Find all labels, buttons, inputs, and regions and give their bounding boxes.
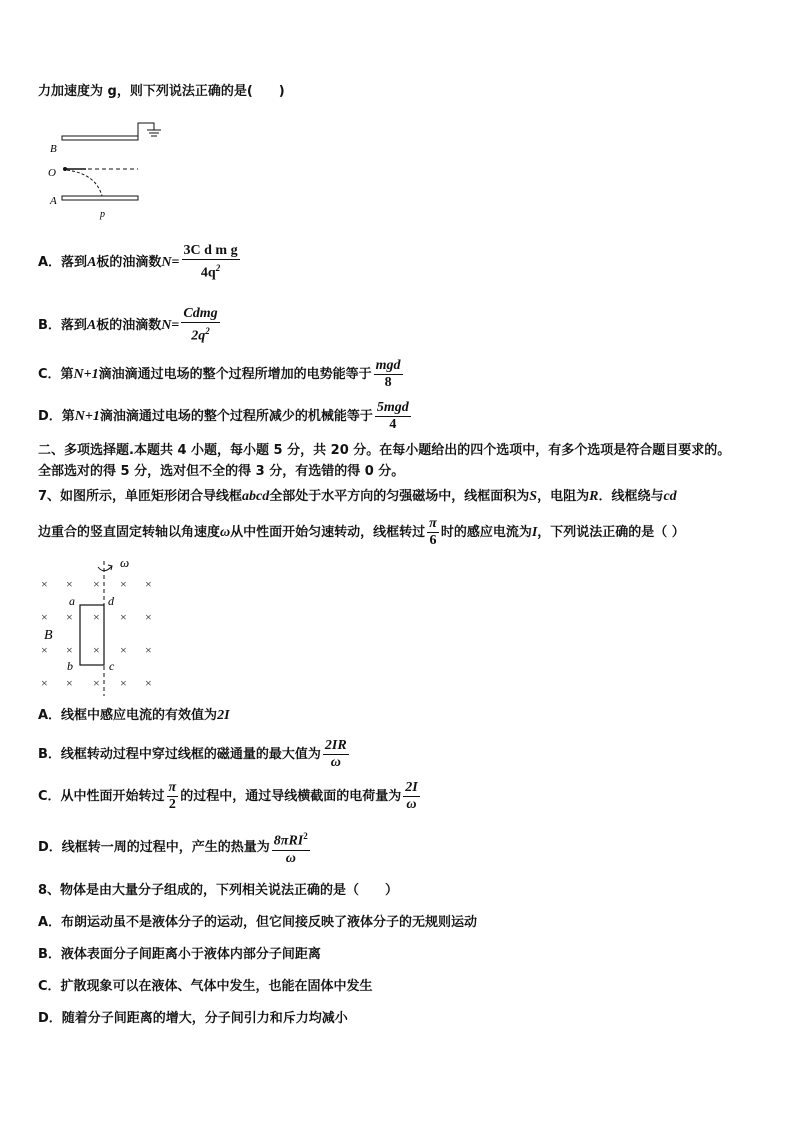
svg-text:×: × <box>66 577 73 591</box>
q7-coil-figure <box>36 553 166 698</box>
svg-text:×: × <box>145 676 152 690</box>
svg-text:×: × <box>93 577 100 591</box>
svg-text:×: × <box>145 643 152 657</box>
rotation-arrow <box>98 566 112 571</box>
label-a: a <box>69 594 75 608</box>
svg-text:×: × <box>41 610 48 624</box>
label-c: c <box>109 659 115 673</box>
q8-option-c: C．扩散现象可以在液体、气体中发生，也能在固体中发生 <box>38 979 373 994</box>
svg-text:×: × <box>120 610 127 624</box>
label-field-b: B <box>44 628 53 643</box>
svg-text:×: × <box>145 610 152 624</box>
svg-text:×: × <box>66 676 73 690</box>
plate-b <box>62 136 138 140</box>
label-omega: ω <box>120 555 130 570</box>
svg-text:×: × <box>93 643 100 657</box>
svg-text:×: × <box>66 643 73 657</box>
q6-option-c: C．第N+1滴油滴通过电场的整个过程所增加的电势能等于 $\frac{\text{mgd}}{8}$ <box>38 358 401 390</box>
label-p: p <box>100 209 105 220</box>
q7-option-a: A．线框中感应电流的有效值为2I <box>38 708 230 723</box>
q7-option-b: B．线框转动过程中穿过线框的磁通量的最大值为 $\frac{2IR}{\omega}$ <box>38 738 347 770</box>
svg-text:×: × <box>41 643 48 657</box>
label-o: O <box>48 167 56 179</box>
trajectory <box>67 170 102 196</box>
section-2-header-line-1: 二、多项选择题.本题共 4 小题，每小题 5 分，共 20 分。在每小题给出的四个选项中，有多个选项是符合题目要求的。 <box>38 443 731 458</box>
svg-text:×: × <box>41 676 48 690</box>
svg-text:×: × <box>120 577 127 591</box>
q7-option-c: C．从中性面开始转过 $\frac{\pi}{2}$ 的过程中，通过导线横截面的电荷量为 $\frac{2I}{\omega}$ <box>38 780 418 812</box>
q8-stem: 8、物体是由大量分子组成的，下列相关说法正确的是（ ） <box>38 883 399 898</box>
label-a: A <box>50 195 57 207</box>
q7-option-d: D．线框转一周的过程中，产生的热量为 $\frac{8\pi RI^2}{\omega}$ <box>38 828 312 867</box>
label-b: B <box>50 143 57 155</box>
svg-text:×: × <box>41 577 48 591</box>
plate-a <box>62 196 138 200</box>
q6-capacitor-figure <box>44 118 174 222</box>
q8-option-b: B．液体表面分子间距离小于液体内部分子间距离 <box>38 947 321 962</box>
q7-stem-line-1: 7、如图所示，单匝矩形闭合导线框abcd全部处于水平方向的匀强磁场中，线框面积为S，电阻为R．线框绕与cd <box>38 489 677 504</box>
svg-text:×: × <box>120 643 127 657</box>
q8-option-d: D．随着分子间距离的增大，分子间引力和斥力均减小 <box>38 1011 348 1026</box>
svg-text:×: × <box>93 676 100 690</box>
q6-option-d: D．第N+1滴油滴通过电场的整个过程所减少的机械能等于 $\frac{\text{5mgd}}{4}$ <box>38 400 409 432</box>
q6-option-b: B．落到A板的油滴数N= $\frac{\text{Cdmg}}{2q^2}$ <box>38 306 218 344</box>
q7-stem-line-2: 边重合的竖直固定转轴以角速度ω从中性面开始匀速转动，线框转过 $\frac{\pi}{6}$ 时的感应电流为I，下列说法正确的是（ ） <box>38 516 685 548</box>
label-b: b <box>67 659 73 673</box>
svg-text:×: × <box>93 610 100 624</box>
q6-stem-tail: 力加速度为 g，则下列说法正确的是( ) <box>38 84 285 99</box>
coil-abcd <box>80 605 104 665</box>
q8-option-a: A．布朗运动虽不是液体分子的运动，但它间接反映了液体分子的无规则运动 <box>38 915 478 930</box>
svg-text:×: × <box>145 577 152 591</box>
section-2-header-line-2: 全部选对的得 5 分，选对但不全的得 3 分，有选错的得 0 分。 <box>38 464 405 479</box>
label-d: d <box>108 594 114 608</box>
svg-text:×: × <box>66 610 73 624</box>
svg-text:×: × <box>120 676 127 690</box>
field-crosses <box>41 577 152 690</box>
q6-option-a: A．落到A板的油滴数N= $\frac{\text{3C d m g}}{4q^2}$ <box>38 243 238 281</box>
